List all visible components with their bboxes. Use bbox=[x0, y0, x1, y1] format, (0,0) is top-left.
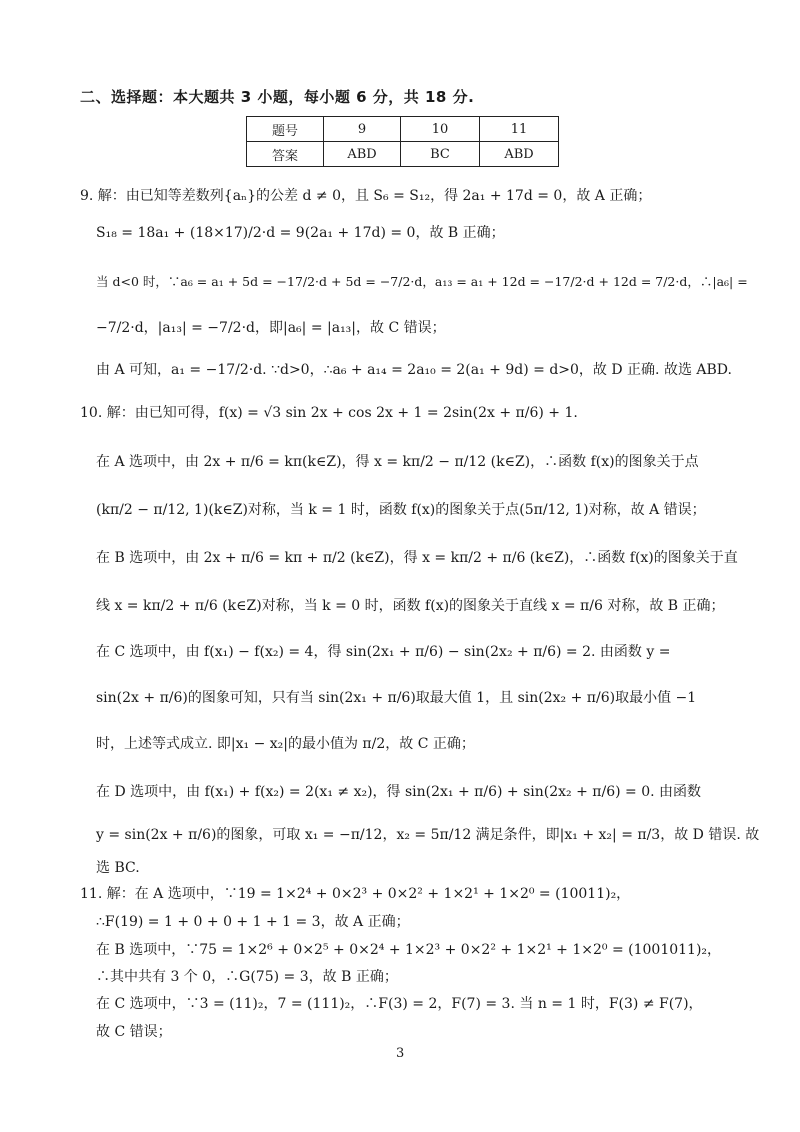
q11-line: 在 C 选项中，∵3 = (11)₂，7 = (111)₂，∴F(3) = 2，F(7) = 3. 当 n = 1 时，F(3) ≠ F(7)， bbox=[96, 996, 703, 1012]
q10-line: 线 x = kπ/2 + π/6 (k∈Z)对称，当 k = 0 时，函数 f(x)的图象关于直线 x = π/6 对称，故 B 正确； bbox=[96, 598, 725, 614]
q10-line: 在 B 选项中，由 2x + π/6 = kπ + π/2 (k∈Z)，得 x = kπ/2 + π/6 (k∈Z)，∴函数 f(x)的图象关于直 bbox=[96, 550, 738, 566]
table-cell: 9 bbox=[324, 117, 401, 142]
table-cell: 11 bbox=[480, 117, 559, 142]
q10-line: (kπ/2 − π/12, 1)(k∈Z)对称，当 k = 1 时，函数 f(x)的图象关于点(5π/12, 1)对称，故 A 错误； bbox=[96, 502, 706, 518]
q9-line: S₁₈ = 18a₁ + (18×17)/2·d = 9(2a₁ + 17d) = 0，故 B 正确； bbox=[96, 225, 505, 241]
table-cell: ABD bbox=[324, 142, 401, 167]
q10-line: sin(2x + π/6)的图象可知，只有当 sin(2x₁ + π/6)取最大值 1，且 sin(2x₂ + π/6)取最小值 −1 bbox=[96, 690, 697, 706]
q10-line: 选 BC. bbox=[96, 860, 140, 876]
q9-line: 由 A 可知，a₁ = −17/2·d. ∵d>0，∴a₆ + a₁₄ = 2a₁₀ = 2(a₁ + 9d) = d>0，故 D 正确. 故选 ABD. bbox=[96, 362, 732, 378]
q9-line: 当 d<0 时，∵a₆ = a₁ + 5d = −17/2·d + 5d = −7/2·d，a₁₃ = a₁ + 12d = −17/2·d + 12d = 7/2·d，∴|a₆| = bbox=[96, 274, 748, 289]
q11-line: 故 C 错误； bbox=[96, 1024, 172, 1040]
q10-line: y = sin(2x + π/6)的图象，可取 x₁ = −π/12，x₂ = 5π/12 满足条件，即|x₁ + x₂| = π/3，故 D 错误. 故 bbox=[96, 827, 760, 843]
table-cell: 答案 bbox=[247, 142, 324, 167]
q9-line: 9. 解：由已知等差数列{aₙ}的公差 d ≠ 0，且 S₆ = S₁₂，得 2a₁ + 17d = 0，故 A 正确； bbox=[80, 188, 652, 204]
q10-line: 时，上述等式成立. 即|x₁ − x₂|的最小值为 π/2，故 C 正确； bbox=[96, 736, 475, 752]
q10-line: 在 D 选项中，由 f(x₁) + f(x₂) = 2(x₁ ≠ x₂)，得 sin(2x₁ + π/6) + sin(2x₂ + π/6) = 0. 由函数 bbox=[96, 784, 702, 800]
table-row bbox=[247, 142, 559, 167]
table-cell: BC bbox=[401, 142, 480, 167]
q11-line: ∴F(19) = 1 + 0 + 0 + 1 + 1 = 3，故 A 正确； bbox=[96, 914, 410, 930]
q11-line: 在 B 选项中，∵75 = 1×2⁶ + 0×2⁵ + 0×2⁴ + 1×2³ + 0×2² + 1×2¹ + 1×2⁰ = (1001011)₂， bbox=[96, 942, 722, 958]
q10-line: 10. 解：由已知可得，f(x) = √3 sin 2x + cos 2x + 1 = 2sin(2x + π/6) + 1. bbox=[80, 405, 578, 421]
table-cell: 10 bbox=[401, 117, 480, 142]
q11-line: ∴其中共有 3 个 0，∴G(75) = 3，故 B 正确； bbox=[96, 969, 398, 985]
q11-line: 11. 解：在 A 选项中，∵19 = 1×2⁴ + 0×2³ + 0×2² + 1×2¹ + 1×2⁰ = (10011)₂， bbox=[80, 886, 631, 902]
q9-line: −7/2·d，|a₁₃| = −7/2·d，即|a₆| = |a₁₃|，故 C 错误； bbox=[96, 320, 446, 336]
section-heading: 二、选择题：本大题共 3 小题，每小题 6 分，共 18 分. bbox=[80, 88, 475, 106]
table-row bbox=[247, 117, 559, 142]
page-number: 3 bbox=[396, 1046, 405, 1061]
q10-line: 在 C 选项中，由 f(x₁) − f(x₂) = 4，得 sin(2x₁ + π/6) − sin(2x₂ + π/6) = 2. 由函数 y = bbox=[96, 644, 671, 660]
q10-line: 在 A 选项中，由 2x + π/6 = kπ(k∈Z)，得 x = kπ/2 − π/12 (k∈Z)，∴函数 f(x)的图象关于点 bbox=[96, 454, 699, 470]
table-cell: ABD bbox=[480, 142, 559, 167]
table-cell: 题号 bbox=[247, 117, 324, 142]
answer-table bbox=[246, 116, 559, 167]
